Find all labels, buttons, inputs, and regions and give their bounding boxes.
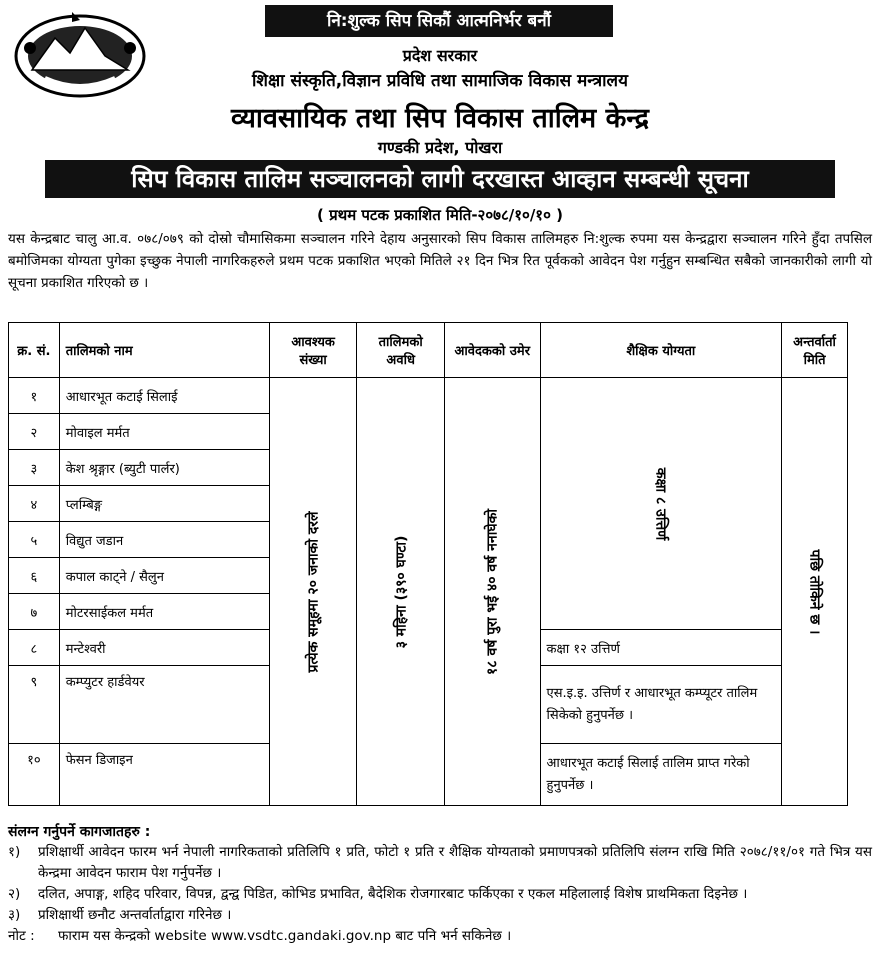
interview-text: पछि तोकिने छ । bbox=[806, 549, 823, 634]
row-name: केश श्रृङ्गार (ब्युटी पार्लर) bbox=[59, 450, 269, 486]
row-sn: १ bbox=[9, 378, 60, 414]
col-header-sn: क्र. सं. bbox=[9, 323, 60, 378]
row-sn: ९ bbox=[9, 666, 60, 744]
qualification-cell: कक्षा १२ उत्तिर्ण bbox=[540, 630, 782, 666]
item-text: प्रशिक्षार्थी छनौट अन्तर्वार्ताद्वारा गरिनेछ । bbox=[38, 907, 232, 923]
col-header-name: तालिमको नाम bbox=[59, 323, 269, 378]
item-number: १) bbox=[8, 844, 21, 860]
row-sn: ५ bbox=[9, 522, 60, 558]
qualification-group-text: कक्षा ८ उत्तिर्ण bbox=[652, 467, 669, 540]
row-name: मन्टेश्वरी bbox=[59, 630, 269, 666]
row-sn: ६ bbox=[9, 558, 60, 594]
item-number: २) bbox=[8, 886, 21, 902]
item-text: दलित, अपाङ्ग, शहिद परिवार, विपन्न, द्वन्द्व पिडित, कोभिड प्रभावित, बैदेशिक रोजगारबाट फर्किएका र एकल महिलालाई विशेष प्राथमिकता दिइनेछ । bbox=[38, 886, 748, 902]
notice-title-banner: सिप विकास तालिम सञ्चालनको लागी दरखास्त आव्हान सम्बन्धी सूचना bbox=[45, 160, 835, 198]
col-header-interview: अन्तर्वार्ता मिति bbox=[782, 323, 848, 378]
row-sn: ७ bbox=[9, 594, 60, 630]
row-name: मोटरसाईकल मर्मत bbox=[59, 594, 269, 630]
age-cell bbox=[444, 378, 540, 806]
col-header-qualification: शैक्षिक योग्यता bbox=[540, 323, 782, 378]
motto-banner: नि:शुल्क सिप सिकौं आत्मनिर्भर बनौं bbox=[265, 5, 613, 37]
table-row bbox=[9, 378, 848, 414]
item-number: ३) bbox=[8, 907, 21, 923]
note-text: फाराम यस केन्द्रको website www.vsdtc.gandaki.gov.np बाट पनि भर्न सकिनेछ । bbox=[58, 928, 512, 944]
documents-title: संलग्न गर्नुपर्ने कागजातहरु : bbox=[8, 824, 151, 840]
table-header-row bbox=[9, 323, 848, 378]
list-item bbox=[8, 842, 872, 884]
item-text: प्रशिक्षार्थी आवेदन फारम भर्न नेपाली नागरिकताको प्रतिलिपि १ प्रति, फोटो १ प्रति र शैक्षिक योग्यताको प्रमाणपत्रको प्रतिलिपि संलग्न राखि मिति २०७८/११/०१ गते भित्र यस केन्द्रमा आवेदन फाराम पेश गर्नुपर्नेछ । bbox=[38, 844, 872, 881]
publish-date: ( प्रथम पटक प्रकाशित मिति-२०७८/१०/१० ) bbox=[317, 206, 563, 224]
qualification-cell: आधारभूत कटाई सिलाई तालिम प्राप्त गरेको हुनुपर्नेछ । bbox=[540, 744, 782, 806]
row-name: फेसन डिजाइन bbox=[59, 744, 269, 806]
qualification-group-cell bbox=[540, 378, 782, 630]
age-text: १८ वर्ष पुरा भई ४० वर्ष ननाघेको bbox=[484, 508, 501, 675]
row-name: कम्प्युटर हार्डवेयर bbox=[59, 666, 269, 744]
govt-line: प्रदेश सरकार bbox=[402, 46, 478, 65]
intro-paragraph: यस केन्द्रबाट चालु आ.व. ०७८/०७९ को दोस्रो चौमासिकमा सञ्चालन गरिने देहाय अनुसारको सिप विकास तालिमहरु नि:शुल्क रुपमा यस केन्द्रद्वारा सञ्चालन गरिने हुँदा तपसिल बमोजिमका योग्यता पुगेका इच्छुक नेपाली नागरिकहरुले प्रथम पटक प्रकाशित भएको मितिले २१ दिन भित्र रित पूर्वकको आवेदन पेश गर्नुहुन सम्बन्धित सबैको जानकारीको लागी यो सूचना प्रकाशित गरिएको छ । bbox=[8, 231, 872, 291]
col-header-age: आवेदकको उमेर bbox=[444, 323, 540, 378]
list-item bbox=[8, 905, 872, 926]
note-label: नोट : bbox=[8, 928, 35, 944]
count-cell bbox=[269, 378, 357, 806]
row-name: मोवाइल मर्मत bbox=[59, 414, 269, 450]
training-table bbox=[8, 322, 848, 806]
row-sn: १० bbox=[9, 744, 60, 806]
qualification-cell: एस.इ.इ. उत्तिर्ण र आधारभूत कम्प्यूटर तालिम सिकेको हुनुपर्नेछ । bbox=[540, 666, 782, 744]
col-header-duration: तालिमको अवधि bbox=[357, 323, 445, 378]
row-sn: ८ bbox=[9, 630, 60, 666]
row-sn: ३ bbox=[9, 450, 60, 486]
row-name: आधारभूत कटाई सिलाई bbox=[59, 378, 269, 414]
documents-list bbox=[8, 842, 872, 947]
col-header-count: आवश्यक संख्या bbox=[269, 323, 357, 378]
row-sn: ४ bbox=[9, 486, 60, 522]
row-name: प्लम्बिङ्ग bbox=[59, 486, 269, 522]
duration-text: ३ महिना (३९० घण्टा) bbox=[393, 535, 410, 648]
organization-title: व्यावसायिक तथा सिप विकास तालिम केन्द्र bbox=[231, 103, 649, 134]
list-item bbox=[8, 884, 872, 905]
count-text: प्रत्येक समूहमा २० जनाको दरले bbox=[305, 510, 322, 673]
row-name: विद्युत जडान bbox=[59, 522, 269, 558]
note-row bbox=[8, 926, 872, 947]
duration-cell bbox=[357, 378, 445, 806]
interview-cell bbox=[782, 378, 848, 806]
ministry-line: शिक्षा संस्कृति,विज्ञान प्रविधि तथा सामाजिक विकास मन्त्रालय bbox=[252, 71, 628, 91]
row-name: कपाल काट्ने / सैलुन bbox=[59, 558, 269, 594]
location-line: गण्डकी प्रदेश, पोखरा bbox=[377, 138, 503, 157]
row-sn: २ bbox=[9, 414, 60, 450]
